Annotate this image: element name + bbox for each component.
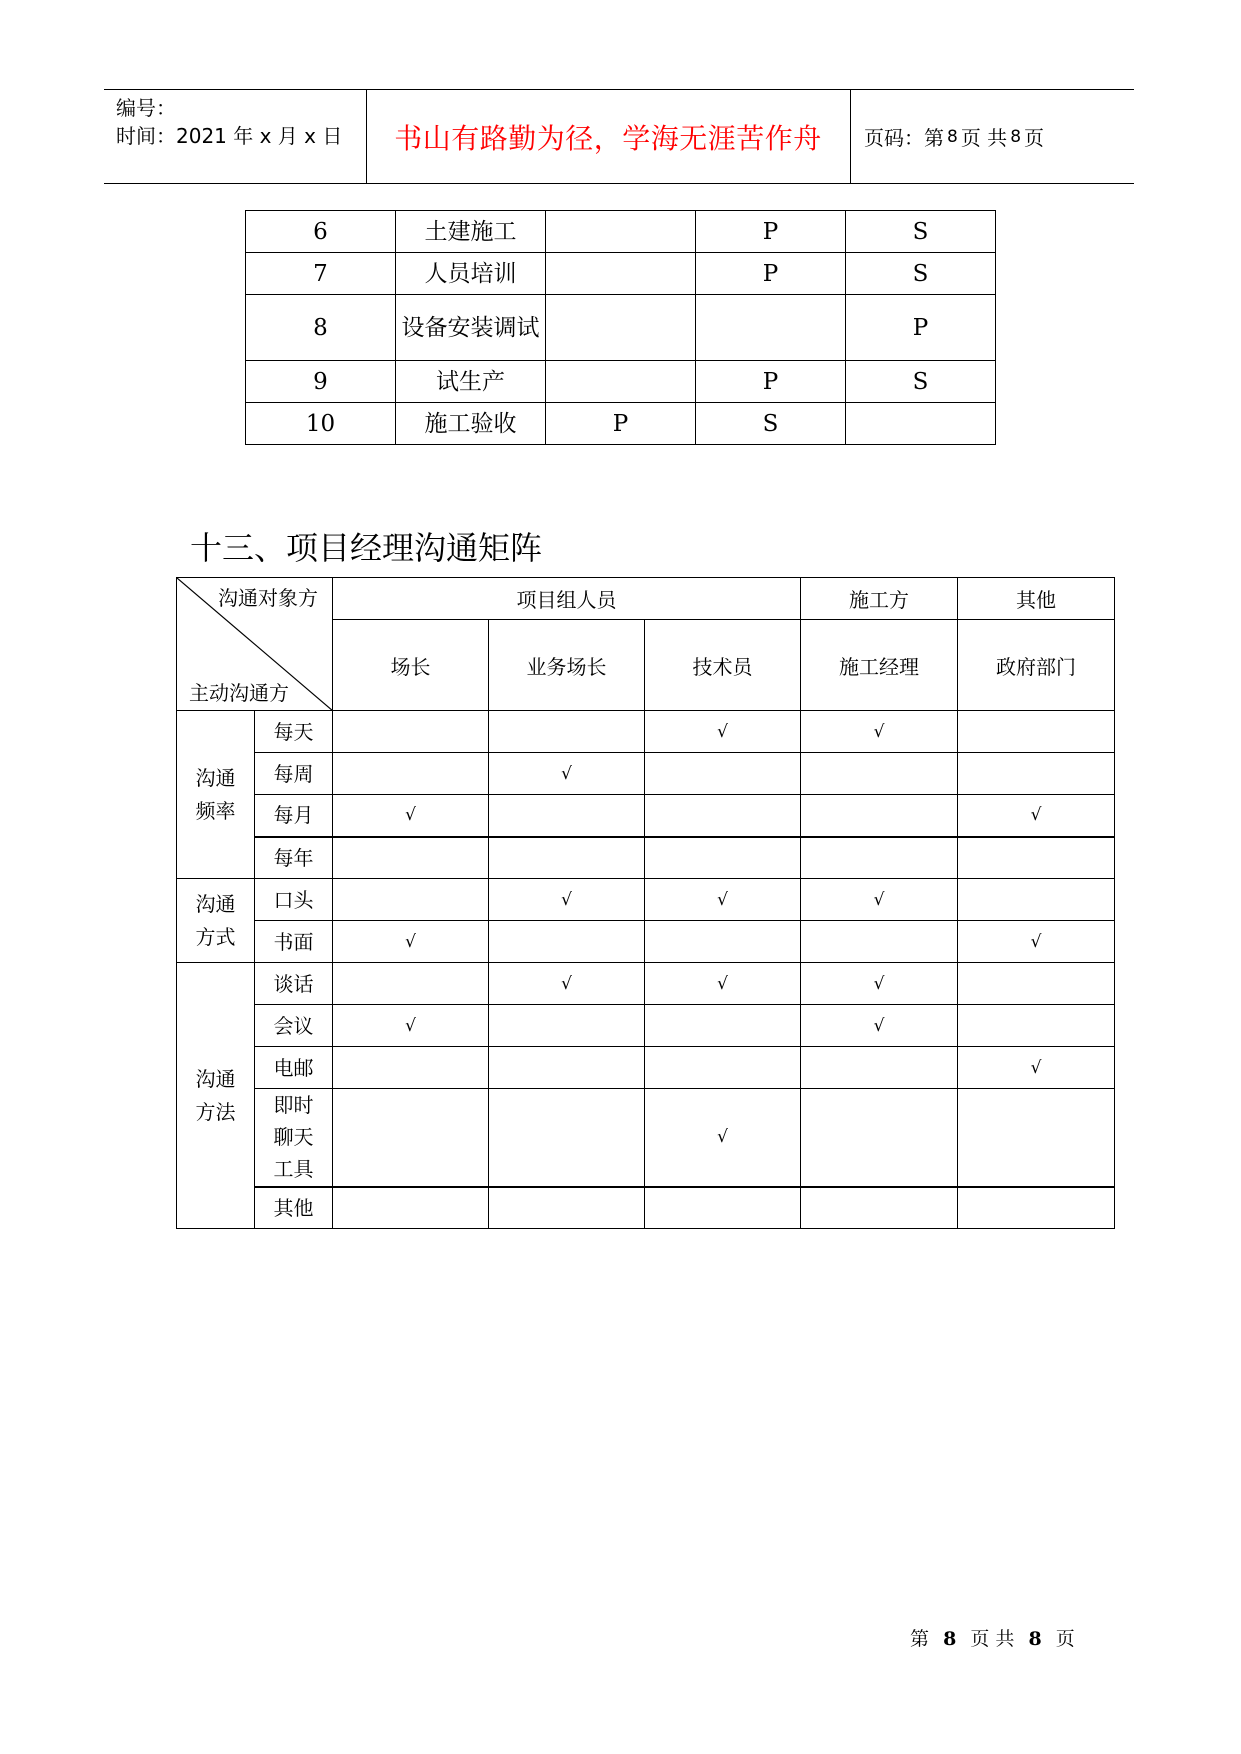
page-header — [104, 89, 1134, 184]
row-label-line: 工具 — [273, 1157, 314, 1182]
matrix-cell: √ — [645, 1089, 801, 1187]
matrix-row — [177, 1005, 1115, 1047]
group-label-line: 沟通 — [195, 765, 236, 790]
table-cell-no: 7 — [246, 253, 396, 295]
matrix-cell — [801, 837, 958, 879]
matrix-cell — [645, 753, 801, 795]
matrix-row — [177, 1047, 1115, 1089]
table-cell-c2 — [696, 295, 846, 361]
matrix-cell: √ — [489, 963, 645, 1005]
table-cell-name: 人员培训 — [396, 253, 546, 295]
matrix-cell — [958, 753, 1115, 795]
matrix-cell — [489, 837, 645, 879]
matrix-cell — [958, 1005, 1115, 1047]
matrix-cell — [489, 1089, 645, 1187]
group-label-line: 频率 — [195, 798, 236, 823]
table-row — [246, 295, 996, 361]
matrix-cell — [801, 1089, 958, 1187]
matrix-cell — [489, 921, 645, 963]
table-cell-c2: P — [696, 211, 846, 253]
table-cell-name: 施工验收 — [396, 403, 546, 445]
matrix-row — [177, 753, 1115, 795]
group-label-line: 方式 — [195, 924, 236, 949]
column-header: 施工经理 — [801, 620, 958, 711]
matrix-row — [177, 837, 1115, 879]
corner-top-label: 沟通对象方 — [218, 586, 318, 610]
matrix-cell — [333, 711, 489, 753]
header-left — [116, 94, 342, 150]
table-row — [246, 403, 996, 445]
matrix-cell — [645, 1005, 801, 1047]
matrix-cell — [645, 837, 801, 879]
matrix-cell: √ — [958, 921, 1115, 963]
row-label: 口头 — [255, 879, 333, 921]
row-label: 会议 — [255, 1005, 333, 1047]
matrix-cell — [333, 879, 489, 921]
matrix-row — [177, 963, 1115, 1005]
matrix-cell: √ — [645, 963, 801, 1005]
matrix-cell — [801, 753, 958, 795]
column-header: 技术员 — [645, 620, 801, 711]
table-cell-c1 — [546, 211, 696, 253]
matrix-row — [177, 879, 1115, 921]
footer-total: 8 — [1028, 1628, 1042, 1650]
matrix-cell — [958, 711, 1115, 753]
matrix-corner-cell — [177, 578, 333, 711]
matrix-cell — [958, 1187, 1115, 1229]
table-cell-c2: P — [696, 361, 846, 403]
group-header: 项目组人员 — [333, 578, 801, 620]
header-motto: 书山有路勤为径，学海无涯苦作舟 — [394, 121, 822, 155]
table-cell-c3: S — [846, 361, 996, 403]
column-header: 业务场长 — [489, 620, 645, 711]
matrix-cell: √ — [333, 1005, 489, 1047]
matrix-cell — [645, 921, 801, 963]
matrix-cell — [958, 1089, 1115, 1187]
matrix-cell — [958, 963, 1115, 1005]
matrix-row — [177, 795, 1115, 837]
header-divider — [850, 90, 851, 183]
table-row — [246, 211, 996, 253]
matrix-cell: √ — [489, 753, 645, 795]
table-cell-c1 — [546, 295, 696, 361]
table-cell-no: 10 — [246, 403, 396, 445]
matrix-cell: √ — [801, 879, 958, 921]
table-cell-c2: S — [696, 403, 846, 445]
time-label: 时间：2021 年 x 月 x 日 — [116, 124, 343, 148]
matrix-row — [177, 1089, 1115, 1187]
matrix-cell — [958, 879, 1115, 921]
matrix-cell — [489, 1047, 645, 1089]
footer-suffix: 页 — [1055, 1628, 1075, 1650]
page-mid: 页 共 — [960, 126, 1008, 150]
row-label: 其他 — [255, 1187, 333, 1229]
row-label: 书面 — [255, 921, 333, 963]
table-cell-name: 土建施工 — [396, 211, 546, 253]
matrix-cell: √ — [645, 711, 801, 753]
matrix-cell — [333, 837, 489, 879]
row-label — [255, 1089, 333, 1187]
matrix-cell — [801, 795, 958, 837]
matrix-cell: √ — [801, 711, 958, 753]
group-label-line: 沟通 — [195, 1066, 236, 1091]
table-cell-name: 试生产 — [396, 361, 546, 403]
matrix-cell: √ — [801, 963, 958, 1005]
matrix-cell: √ — [333, 921, 489, 963]
table-cell-c3: S — [846, 211, 996, 253]
corner-bottom-label: 主动沟通方 — [189, 681, 289, 705]
group-label — [177, 879, 255, 963]
footer-prefix: 第 — [910, 1628, 930, 1650]
table-cell-c1 — [546, 253, 696, 295]
matrix-cell — [801, 921, 958, 963]
matrix-cell — [333, 1047, 489, 1089]
footer-mid: 页 共 — [970, 1628, 1015, 1650]
page-total: 8 — [1010, 126, 1022, 147]
matrix-cell — [489, 1005, 645, 1047]
table-cell-c2: P — [696, 253, 846, 295]
column-header: 政府部门 — [958, 620, 1115, 711]
matrix-cell: √ — [489, 879, 645, 921]
page-suffix: 页 — [1024, 126, 1045, 150]
group-label — [177, 711, 255, 879]
group-label-line: 沟通 — [195, 891, 236, 916]
matrix-cell: √ — [958, 795, 1115, 837]
number-label: 编号： — [116, 96, 176, 120]
table-row — [246, 361, 996, 403]
matrix-cell — [645, 1187, 801, 1229]
table-cell-c1: P — [546, 403, 696, 445]
row-label-line: 聊天 — [273, 1125, 314, 1150]
table-cell-no: 9 — [246, 361, 396, 403]
section-title: 十三、项目经理沟通矩阵 — [190, 529, 543, 567]
column-header: 场长 — [333, 620, 489, 711]
table-row — [246, 253, 996, 295]
group-label — [177, 963, 255, 1229]
row-label: 谈话 — [255, 963, 333, 1005]
row-label: 每天 — [255, 711, 333, 753]
footer-current: 8 — [943, 1628, 957, 1650]
matrix-cell — [489, 711, 645, 753]
page-footer — [910, 1624, 1075, 1651]
communication-matrix — [176, 577, 1115, 1229]
page-prefix: 页码：第 — [864, 126, 944, 150]
matrix-cell — [489, 795, 645, 837]
matrix-cell — [801, 1047, 958, 1089]
group-header: 施工方 — [801, 578, 958, 620]
table-cell-name: 设备安装调试 — [396, 295, 546, 361]
responsibility-table — [245, 210, 996, 445]
group-header: 其他 — [958, 578, 1115, 620]
matrix-row — [177, 711, 1115, 753]
row-label-line: 即时 — [273, 1093, 314, 1118]
matrix-row — [177, 1187, 1115, 1229]
row-label: 每月 — [255, 795, 333, 837]
page-current: 8 — [947, 126, 958, 147]
matrix-cell — [489, 1187, 645, 1229]
matrix-cell: √ — [333, 795, 489, 837]
matrix-cell: √ — [645, 879, 801, 921]
table-cell-c1 — [546, 361, 696, 403]
matrix-cell — [645, 795, 801, 837]
table-cell-no: 8 — [246, 295, 396, 361]
row-label: 每周 — [255, 753, 333, 795]
matrix-cell — [958, 837, 1115, 879]
matrix-cell: √ — [958, 1047, 1115, 1089]
matrix-cell — [333, 1089, 489, 1187]
matrix-cell — [645, 1047, 801, 1089]
matrix-row — [177, 921, 1115, 963]
table-cell-no: 6 — [246, 211, 396, 253]
table-cell-c3: S — [846, 253, 996, 295]
matrix-cell — [333, 963, 489, 1005]
table-cell-c3: P — [846, 295, 996, 361]
group-label-line: 方法 — [195, 1099, 236, 1124]
header-page-number — [864, 90, 1044, 183]
matrix-cell — [801, 1187, 958, 1229]
table-cell-c3 — [846, 403, 996, 445]
row-label: 电邮 — [255, 1047, 333, 1089]
matrix-cell — [333, 1187, 489, 1229]
matrix-cell — [333, 753, 489, 795]
row-label: 每年 — [255, 837, 333, 879]
matrix-cell: √ — [801, 1005, 958, 1047]
